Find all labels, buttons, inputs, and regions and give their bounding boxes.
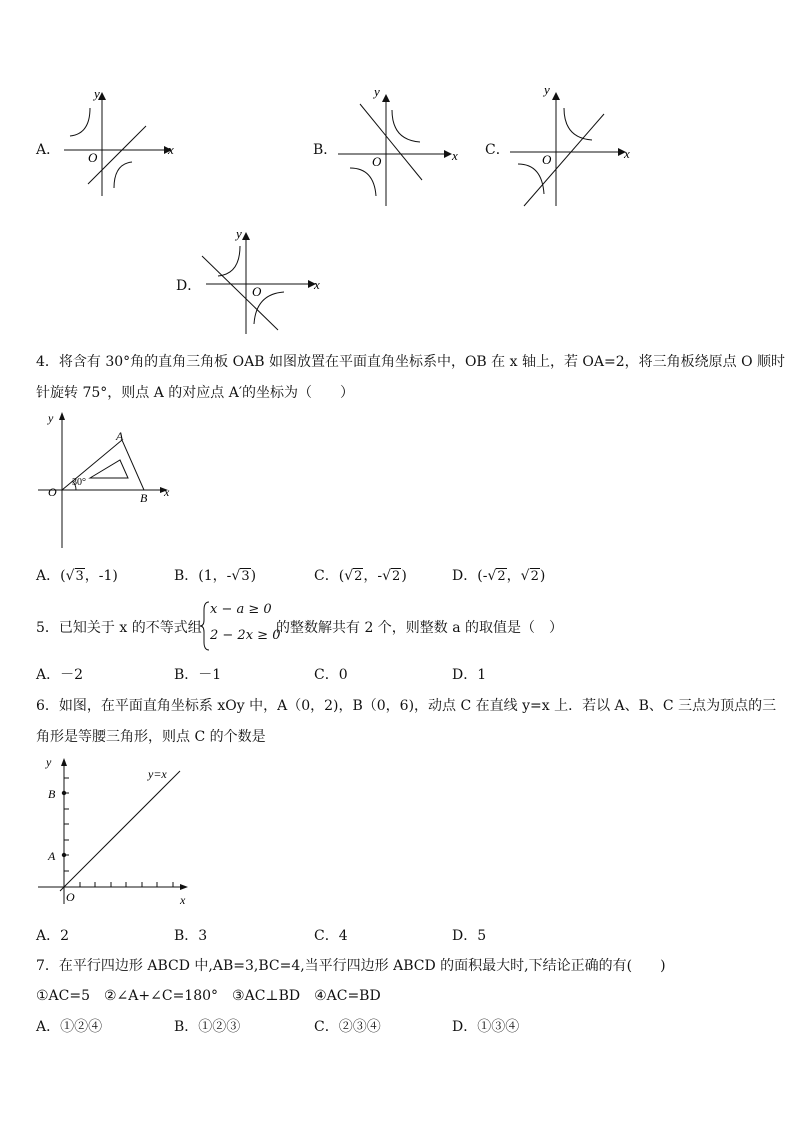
origin-label: O [252,284,262,299]
origin-label: O [48,485,57,499]
x-axis-label: x [164,485,170,499]
origin-label: O [542,152,552,167]
q5-choice-c: C．0 [314,667,348,683]
q6-figure [34,754,194,910]
origin-label: O [372,154,382,169]
q5-text-before: 5．已知关于 x 的不等式组 [36,620,202,636]
q3-option-a-label: A． [36,142,61,158]
q5-text-after: 的整数解共有 2 个，则整数 a 的取值是（ ） [276,620,564,636]
q4-choice-a: A．(√3，-1) [36,568,118,584]
x-axis-label: x [180,893,186,907]
q3-graph-d [198,226,324,336]
inequality-1: x − a ≥ 0 [210,602,272,617]
q4-text-line2: 针旋转 75°，则点 A 的对应点 A′的坐标为（ ） [36,385,355,401]
q3-option-b-label: B． [313,142,338,158]
q4-choice-d: D．(-√2，√2) [452,568,546,584]
x-axis-label: x [314,277,320,292]
q6-choice-d: D．5 [452,928,487,944]
q4-choice-b: B．(1，-√3) [174,568,257,584]
y-axis-label: y [544,84,550,97]
x-axis-label: x [624,146,630,161]
x-axis-label: x [452,148,458,163]
q3-graph-a [60,88,180,200]
y-axis-label: y [48,411,54,425]
q7-choice-a: A．①②④ [36,1019,103,1035]
q7-choice-c: C．②③④ [314,1019,381,1035]
x-axis-label: x [168,142,174,157]
q3-option-d-label: D． [176,278,202,294]
brace-icon [200,600,210,652]
point-a-label: A [116,429,124,443]
y-axis-label: y [94,88,100,101]
y-axis-label: y [236,226,242,241]
q3-graph-b [336,84,462,208]
point-b-label: B [140,491,148,505]
q4-figure [34,410,174,550]
q6-choice-c: C．4 [314,928,348,944]
q4-choice-c: C．(√2，-√2) [314,568,407,584]
line-label: y=x [148,767,167,781]
q7-text-line1: 7．在平行四边形 ABCD 中,AB=3,BC=4,当平行四边形 ABCD 的面积最大时,下结论正确的有( ) [36,958,666,974]
inequality-2: 2 − 2x ≥ 0 [210,628,281,643]
y-axis-label: y [374,84,380,99]
q7-text-line2: ①AC=5 ②∠A+∠C=180° ③AC⊥BD ④AC=BD [36,988,381,1004]
point-a-label: A [48,849,56,863]
y-axis-label: y [46,755,52,769]
q6-text-line2: 角形是等腰三角形，则点 C 的个数是 [36,729,266,745]
q7-choice-b: B．①②③ [174,1019,241,1035]
angle-label: 30° [72,477,86,488]
q6-text-line1: 6．如图，在平面直角坐标系 xOy 中，A（0，2)，B（0，6)，动点 C 在直线 y=x 上．若以 A、B、C 三点为顶点的三 [36,698,777,714]
origin-label: O [88,150,98,165]
q6-choice-b: B．3 [174,928,208,944]
q5-choice-a: A．－2 [36,667,84,683]
q5-choice-d: D．1 [452,667,487,683]
q6-choice-a: A．2 [36,928,70,944]
q5-inequality-system [200,600,281,652]
point-b-label: B [48,787,56,801]
q3-graph-c [506,84,634,208]
q4-text-line1: 4．将含有 30°角的直角三角板 OAB 如图放置在平面直角坐标系中，OB 在 x 轴上，若 OA=2，将三角板绕原点 O 顺时 [36,354,786,370]
origin-label: O [66,890,75,904]
q5-choice-b: B．－1 [174,667,222,683]
q3-option-c-label: C． [485,142,510,158]
q7-choice-d: D．①③④ [452,1019,520,1035]
